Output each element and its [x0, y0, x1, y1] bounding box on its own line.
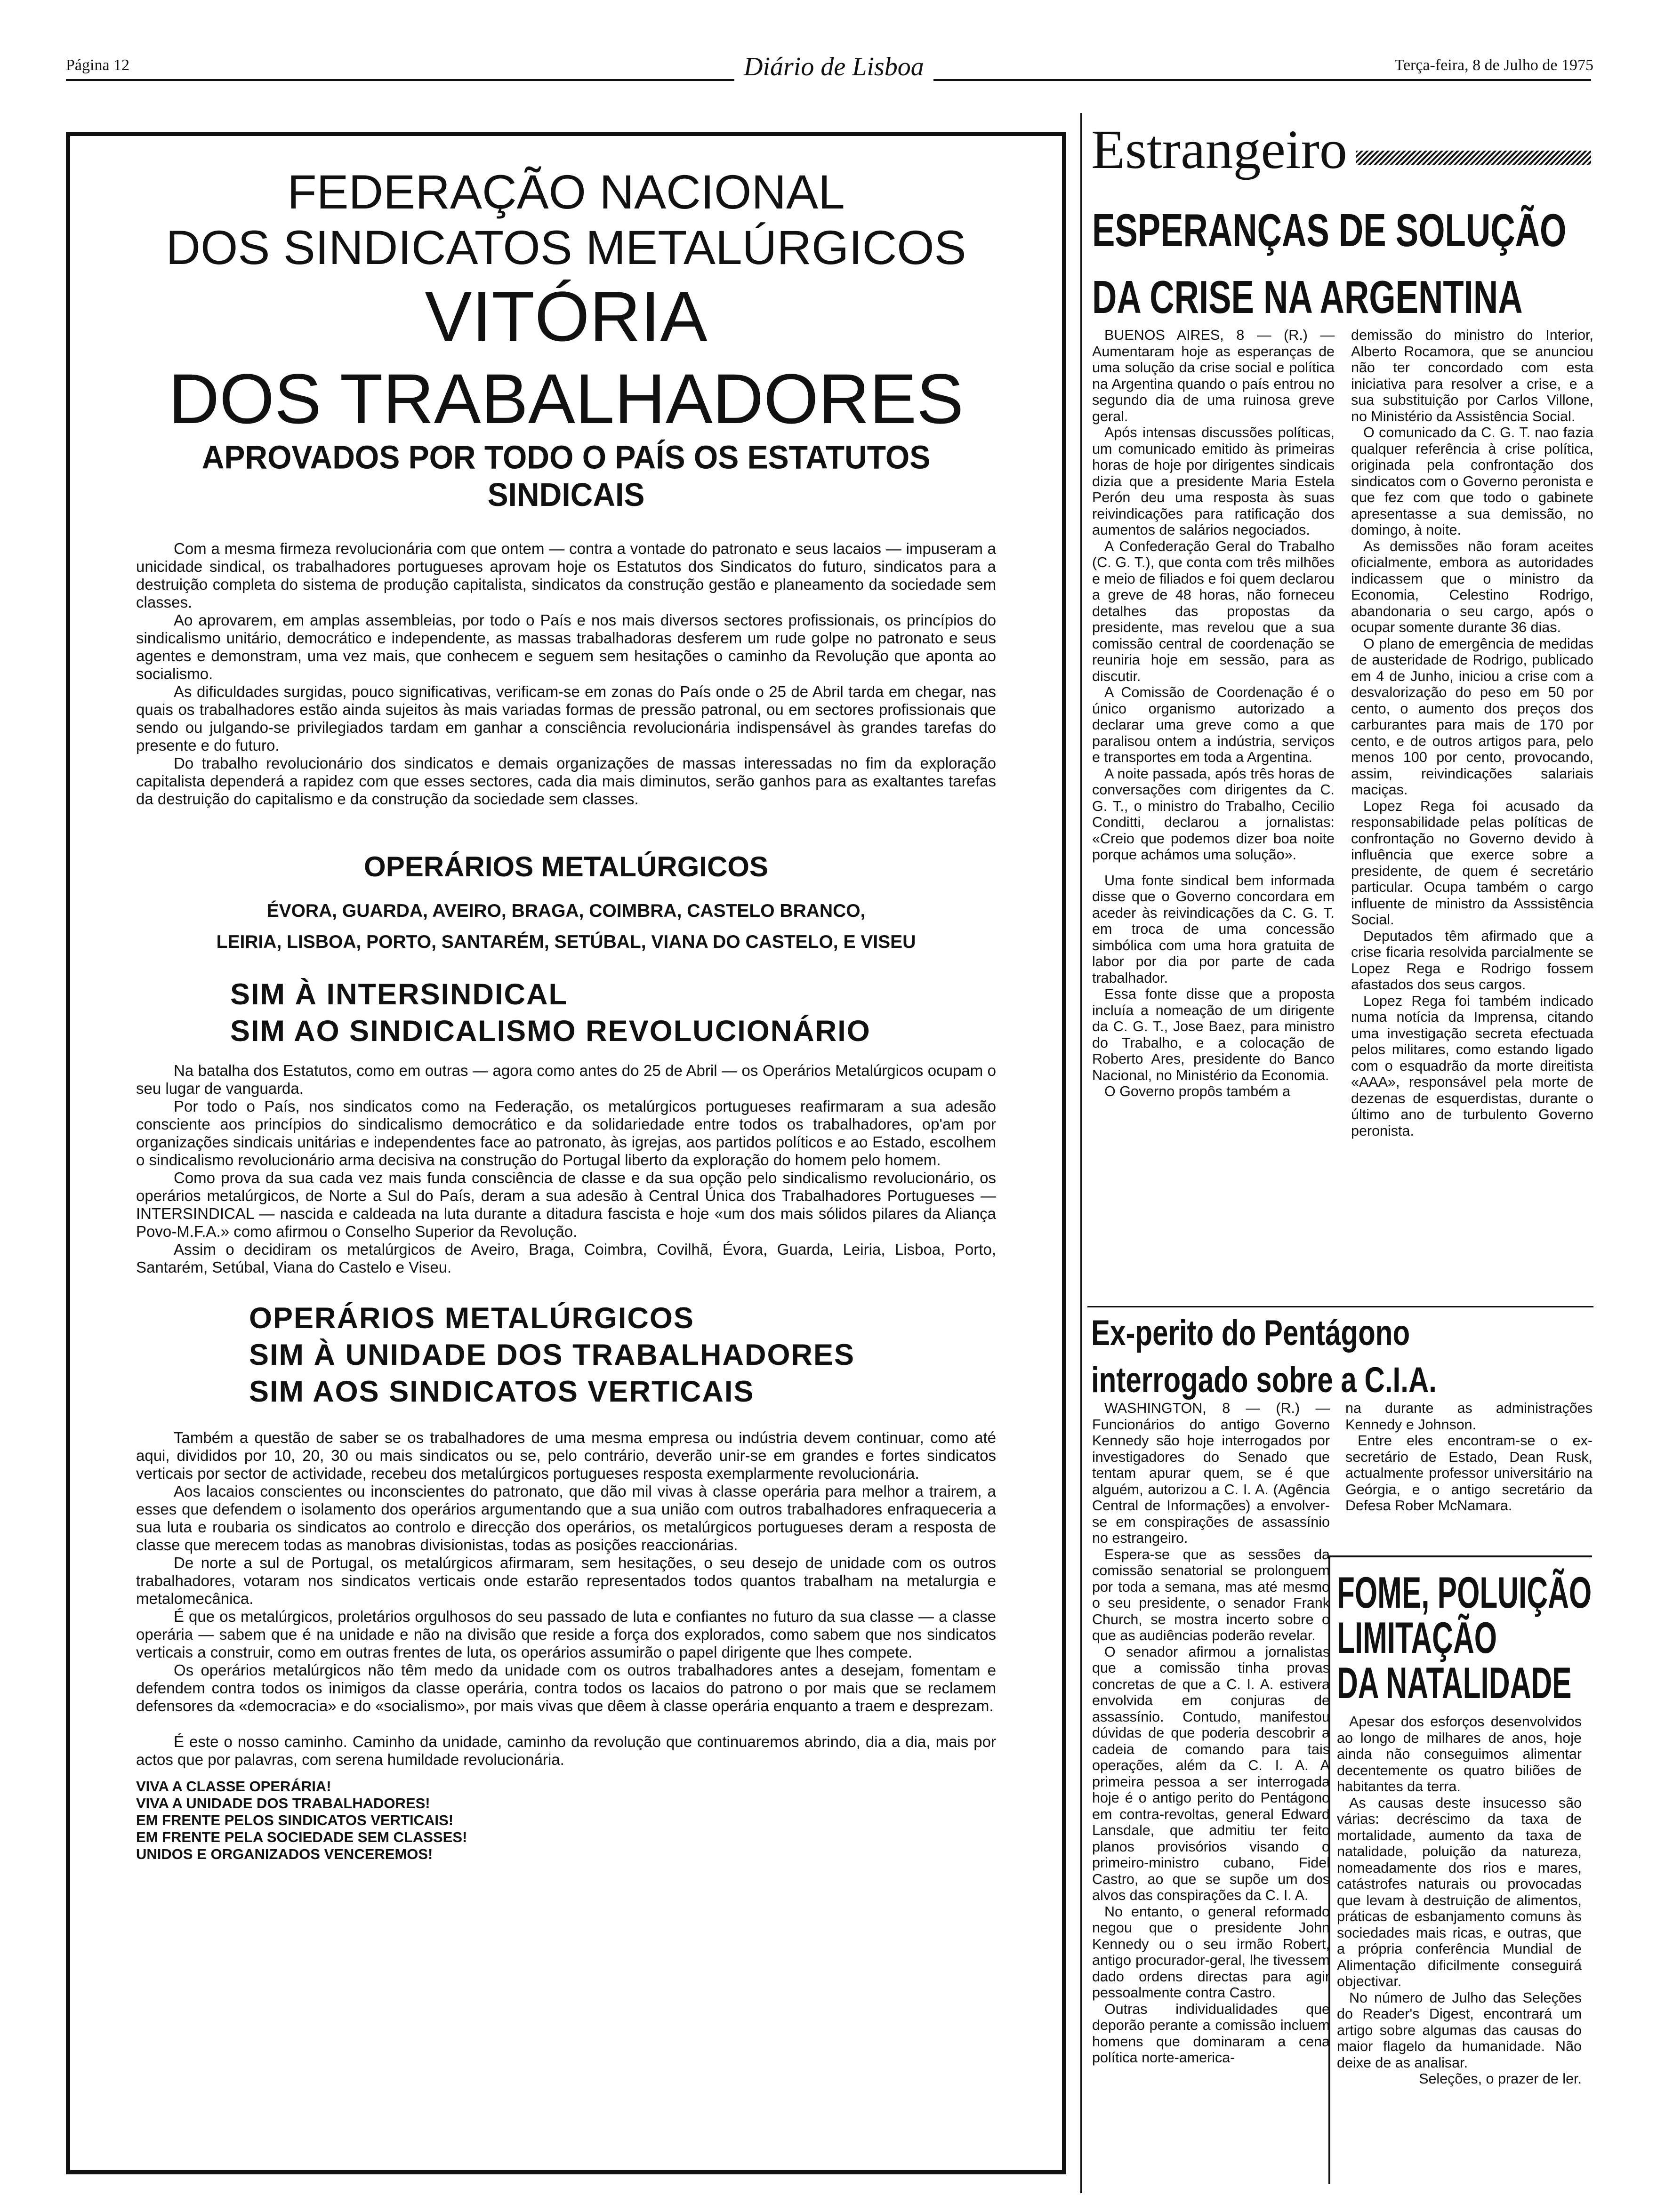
org-name-line2: DOS SINDICATOS METALÚRGICOS — [166, 221, 966, 274]
ad-intro — [136, 540, 996, 808]
paragraph: Espera-se que as sessões da comissão senatorial se prolonguem por toda a semana, mas até mesmo o seu presidente, o senador Frank Church, se mostra incerto sobre o que as audiências poderão revelar. — [1092, 1546, 1330, 1643]
section3-heading-line3: SIM AOS SINDICATOS VERTICAIS — [249, 1375, 755, 1408]
section2-heading-line1: SIM À INTERSINDICAL — [230, 978, 568, 1011]
pentagon-col2 — [1345, 1400, 1593, 1514]
slogan: UNIDOS E ORGANIZADOS VENCEREMOS! — [136, 1846, 433, 1862]
argentina-headline-line2: DA CRISE NA ARGENTINA — [1092, 271, 1523, 323]
slogans — [136, 1778, 996, 1863]
argentina-headline — [1092, 204, 1591, 323]
pentagon-col1 — [1092, 1400, 1330, 2066]
argentina-col2 — [1351, 327, 1593, 1139]
paragraph: As causas deste insucesso são várias: decréscimo da taxa de mortalidade, aumento da taxa de natalidade, poluição da natureza, nomeadamente dos rios e mares, catástrofes naturais ou provocadas que levam à destruição de alimentos, práticas de esbanjamento comuns às sociedades mais ricas, e outras, que a própria conferência Mundial de Alimentação dificilmente conseguirá objectivar. — [1337, 1795, 1582, 1989]
argentina-headline-line1: ESPERANÇAS DE SOLUÇÃO — [1092, 204, 1567, 256]
paragraph: na durante as administrações Kennedy e Johnson. — [1345, 1400, 1593, 1433]
section3-heading-line1: OPERÁRIOS METALÚRGICOS — [249, 1302, 694, 1335]
paragraph: Uma fonte sindical bem informada disse que o Governo concordara em aceder às reivindicações da C. G. T. em troca de uma concessão simbólica com uma hora gratuita de labor por dia por parte de cada trabalhador. — [1092, 872, 1335, 986]
paragraph: Os operários metalúrgicos não têm medo da unidade com os outros trabalhadores antes a desejam, fomentam e defendem contra todos os inimigos da classe operária, contra todos os lacaios do patrono o por mais que se reclamem defensores da «democracia» e do «socialismo», por mais vivas que dêem à classe operária enquanto a traem e desprezam. — [136, 1661, 996, 1715]
newspaper-name: Diário de Lisboa — [734, 52, 933, 82]
paragraph: No entanto, o general reformado negou que o presidente John Kennedy ou o seu irmão Robert, antigo procurador-geral, lhe tivessem dado ordens directas para agir pessoalmente contra Castro. — [1092, 1903, 1330, 2001]
paragraph: O plano de emergência de medidas de austeridade de Rodrigo, publicado em 4 de Junho, iniciou a crise com a desvalorização do peso em 50 por cento, o aumento dos preços dos carburantes para mais de 170 por cento, e de outros artigos para, pelo menos 100 por cento, provocando, assim, reivindicações salariais maciças. — [1351, 635, 1593, 798]
paragraph: WASHINGTON, 8 — (R.) — Funcionários do antigo Governo Kennedy são hoje interrogados por investigadores do Senado que tentam apurar quem, se é que alguém, autorizou a C. I. A. (Agência Central de Informações) a envolver-se em conspirações de assassínio no estrangeiro. — [1092, 1400, 1330, 1546]
ad-subtitle: APROVADOS POR TODO O PAÍS OS ESTATUTOS SINDICAIS — [201, 439, 931, 513]
paragraph: Lopez Rega foi também indicado numa notícia da Imprensa, citando uma investigação secreta efectuada pelos militares, como estando ligado com o esquadrão da morte direitista «AAA», responsável pela morte de dezenas de esquerdistas, durante o último ano de turbulento Governo peronista. — [1351, 993, 1593, 1139]
paragraph: Entre eles encontram-se o ex-secretário de Estado, Dean Rusk, actualmente professor universitário na Geórgia, e o antigo secretário da Defesa Rober McNamara. — [1345, 1433, 1593, 1514]
cities-line1: ÉVORA, GUARDA, AVEIRO, BRAGA, COIMBRA, CASTELO BRANCO, — [266, 901, 866, 921]
pentagon-headline-line1: Ex-perito do Pentágono — [1091, 1313, 1410, 1353]
ad-title-line2: DOS TRABALHADORES — [168, 359, 964, 438]
slogan: EM FRENTE PELA SOCIEDADE SEM CLASSES! — [136, 1829, 467, 1845]
argentina-col1 — [1092, 327, 1335, 1100]
paragraph: Aos lacaios conscientes ou inconscientes do patronato, que dão mil vivas à classe operária para melhor a trairem, a esses que defendem o isolamento dos operários argumentando que a sua união com outros trabalhadores enfraqueceria a sua luta e roubaria os sindicatos ao controlo e direcção dos operários, os metalúrgicos portugueses deram a resposta de classe que merecem todas as manobras divisionistas, todas as posições reaccionárias. — [136, 1483, 996, 1554]
fome-body — [1337, 1714, 1582, 2087]
column-rule — [1080, 113, 1082, 2193]
paragraph: O comunicado da C. G. T. nao fazia qualquer referência à crise política, originada pela confrontação dos sindicatos com o Governo peronista e que fez com que todo o gabinete apresentasse a sua demissão, no domingo, à noite. — [1351, 425, 1593, 538]
paragraph: A noite passada, após três horas de conversações com dirigentes da C. G. T., o ministro do Trabalho, Cecilio Conditti, declarou a jornalistas: «Creio que podemos dizer boa noite porque achámos uma solução». — [1092, 765, 1335, 863]
slogan: VIVA A UNIDADE DOS TRABALHADORES! — [136, 1795, 430, 1811]
federation-advertisement — [66, 132, 1066, 2174]
fome-headline-line2: LIMITAÇÃO — [1337, 1613, 1497, 1662]
section1-heading: OPERÁRIOS METALÚRGICOS — [364, 851, 768, 882]
readers-digest-box — [1328, 1555, 1592, 2184]
paragraph: É este o nosso caminho. Caminho da unidade, caminho da revolução que continuaremos abrindo, dia a dia, mais por actos que por palavras, com serena humildade revolucionária. — [136, 1733, 996, 1768]
paragraph: Do trabalho revolucionário dos sindicatos e demais organizações de massas interessadas no fim da exploração capitalista dependerá a rapidez com que esses sectores, cada dia mais diminutos, serão ganhos para as exaltantes tarefas da destruição do capitalismo e da construção da sociedade sem classes. — [136, 754, 996, 808]
paragraph: Como prova da sua cada vez mais funda consciência de classe e da sua opção pelo sindicalismo revolucionário, os operários metalúrgicos, de Norte a Sul do País, deram a sua adesão à Central Única dos Trabalhadores Portugueses — INTERSINDICAL — nascida e caldeada na luta durante a ditadura fascista e hoje «um dos mais sólidos pilares da Aliança Povo-M.F.A.» como afirmou o Conselho Superior da Revolução. — [136, 1169, 996, 1240]
paragraph: Após intensas discussões políticas, um comunicado emitido às primeiras horas de hoje por dirigentes sindicais dizia que a presidente Maria Estela Perón deu uma resposta às suas reivindicações para ratificação dos aumentos de salários negociados. — [1092, 425, 1335, 538]
paragraph: BUENOS AIRES, 8 — (R.) — Aumentaram hoje as esperanças de uma solução da crise social e política na Argentina quando o país entrou no segundo dia de uma ruinosa greve geral. — [1092, 327, 1335, 425]
slogan: EM FRENTE PELOS SINDICATOS VERTICAIS! — [136, 1812, 454, 1828]
article-divider — [1087, 1306, 1593, 1307]
paragraph: demissão do ministro do Interior, Alberto Rocamora, que se anunciou não ter concordado com esta iniciativa para resolver a crise, e a sua substituição por Carlos Villone, no Ministério da Assistência Social. — [1351, 327, 1593, 425]
fome-headline-line3: DA NATALIDADE — [1337, 1658, 1572, 1707]
section2-heading-line2: SIM AO SINDICALISMO REVOLUCIONÁRIO — [230, 1015, 871, 1048]
pentagon-headline-line2: interrogado sobre a C.I.A. — [1091, 1360, 1437, 1400]
paragraph: Apesar dos esforços desenvolvidos ao longo de milhares de anos, hoje ainda não conseguimos alimentar decentemente os quatro biliões de habitantes da terra. — [1337, 1714, 1582, 1795]
paragraph: O senador afirmou a jornalistas que a comissão tinha provas concretas de que a C. I. A. estivera envolvida em conjuras de assassínio. Contudo, manifestou dúvidas de que poderia descobrir a cadeia de comando para tais operações, além da C. I. A. A primeira pessoa a ser interrogada hoje é o antigo perito do Pentágono em contra-revoltas, general Edward Lansdale, que admitiu ter feito planos provisórios visando o primeiro-ministro cubano, Fidel Castro, ao que se supõe um dos alvos das conspirações da C. I. A. — [1092, 1643, 1330, 1903]
fome-headline-line1: FOME, POLUIÇÃO — [1337, 1568, 1592, 1617]
closing-line: Seleções, o prazer de ler. — [1419, 2071, 1582, 2087]
section3-heading — [136, 1300, 996, 1410]
org-name-line1: FEDERAÇÃO NACIONAL — [287, 165, 845, 219]
paragraph: De norte a sul de Portugal, os metalúrgicos afirmaram, sem hesitações, o seu desejo de unidade com os outros trabalhadores, votaram nos sindicatos verticais onde estarão representados todos quantos trabalham na metalurgia e metalomecânica. — [136, 1554, 996, 1607]
paragraph: Deputados têm afirmado que a crise ficaria resolvida parcialmente se Lopez Rega e Rodrigo fossem afastados dos seus cargos. — [1351, 928, 1593, 993]
paragraph: As dificuldades surgidas, pouco significativas, verificam-se em zonas do País onde o 25 de Abril tarda em chegar, nas quais os trabalhadores estão ainda sujeitos às mais variadas formas de pressão patronal, ou em sectores profissionais que sendo ou julgando-se privilegiados tardam em ganhar a consciência revolucionária indispensável às grandes tarefas do presente e do futuro. — [136, 683, 996, 754]
pentagon-headline — [1091, 1315, 1590, 1398]
paragraph: Por todo o País, nos sindicatos como na Federação, os metalúrgicos portugueses reafirmaram a sua adesão consciente aos princípios do sindicalismo democrático e da solidariedade entre todos os trabalhadores, op'am por organizações sindicais unitárias e independentes face ao patronato, às igrejas, aos partidos políticos e ao Estado, escolhem o sindicalismo revolucionário arma decisiva na construção do Portugal liberto da exploração do homem pelo homem. — [136, 1098, 996, 1169]
paragraph: Também a questão de saber se os trabalhadores de uma mesma empresa ou indústria devem continuar, como até aqui, divididos por 10, 20, 30 ou mais sindicatos ou se, pelo contrário, deverão unir-se em grandes e fortes sindicatos verticais por sector de actividade, recebeu dos metalúrgicos portugueses resposta exemplarmente revolucionária. — [136, 1429, 996, 1482]
slogan: VIVA A CLASSE OPERÁRIA! — [136, 1778, 331, 1795]
paragraph: Assim o decidiram os metalúrgicos de Aveiro, Braga, Coimbra, Covilhã, Évora, Guarda, Leiria, Lisboa, Porto, Santarém, Setúbal, Viana do Castelo e Viseu. — [136, 1241, 996, 1276]
issue-date: Terça-feira, 8 de Julho de 1975 — [1394, 56, 1593, 74]
paragraph: Essa fonte disse que a proposta incluía a nomeação de um dirigente da C. G. T., Jose Baez, para ministro do Trabalho, e a colocação de Roberto Ares, presidente do Banco Nacional, no Ministério da Economia. — [1092, 986, 1335, 1083]
paragraph: Com a mesma firmeza revolucionária com que ontem — contra a vontade do patronato e seus lacaios — impuseram a unicidade sindical, os trabalhadores portugueses aprovam hoje os Estatutos dos Sindicatos do futuro, sindicatos para a destruição completa do sistema de produção capitalista, sindicatos da construção gestão e planeamento da sociedade sem classes. — [136, 540, 996, 611]
paragraph: É que os metalúrgicos, proletários orgulhosos do seu passado de luta e confiantes no futuro da sua classe — a classe operária — sabem que é na unidade e não na divisão que reside a força dos explorados, como sabem que nos sindicatos verticais a construir, como em outras frentes de luta, os operários assumirão o papel dirigente que lhes compete. — [136, 1608, 996, 1661]
section3-body — [136, 1429, 996, 1769]
ad-title-line1: VITÓRIA — [425, 277, 708, 356]
paragraph: Ao aprovarem, em amplas assembleias, por todo o País e nos mais diversos sectores profissionais, os princípios do sindicalismo unitário, democrático e independente, as massas trabalhadoras desferem um rude golpe no patronato e seus agentes e demonstram, uma vez mais, que conhecem e seguem sem hesitações o caminho da Revolução que aponta ao socialismo. — [136, 611, 996, 682]
section3-heading-line2: SIM À UNIDADE DOS TRABALHADORES — [249, 1338, 855, 1371]
paragraph: Outras individualidades que deporão perante a comissão incluem homens que dominaram a cena política norte-america- — [1092, 2001, 1330, 2066]
section-title-hatch — [1356, 151, 1591, 165]
section2-heading — [136, 976, 996, 1050]
cities-line2: LEIRIA, LISBOA, PORTO, SANTARÉM, SETÚBAL, VIANA DO CASTELO, E VISEU — [216, 932, 916, 952]
paragraph: No número de Julho das Seleções do Reader's Digest, encontrará um artigo sobre algumas das causas do maior flagelo da humanidade. Não deixe de as analisar. — [1337, 1989, 1582, 2071]
paragraph: Lopez Rega foi acusado da responsabilidade pelas políticas de confrontação no Governo devido à influência que exerce sobre a presidente, de quem é secretário particular. Ocupa também o cargo influente de ministro da Asssistência Social. — [1351, 798, 1593, 928]
page-number: Página 12 — [66, 56, 130, 74]
paragraph: A Comissão de Coordenação é o único organismo autorizado a declarar uma greve como a que paralisou ontem a indústria, serviços e transportes em toda a Argentina. — [1092, 684, 1335, 765]
paragraph: O Governo propôs também a — [1104, 1083, 1290, 1099]
paragraph: Na batalha dos Estatutos, como em outras — agora como antes do 25 de Abril — os Operários Metalúrgicos ocupam o seu lugar de vanguarda. — [136, 1062, 996, 1097]
section2-body — [136, 1062, 996, 1276]
section-title: Estrangeiro — [1091, 119, 1347, 180]
paragraph: As demissões não foram aceites oficialmente, embora as autoridades indicassem que o ministro da Economia, Celestino Rodrigo, abandonaria o seu cargo, após o ocupar somente durante 36 dias. — [1351, 538, 1593, 635]
paragraph: A Confederação Geral do Trabalho (C. G. T.), que conta com três milhões e meio de filiados e foi quem declarou a greve de 48 horas, não forneceu detalhes das propostas da presidente, mas revelou que a sua comissão central de coordenação se reuniria hoje em sessão, para as discutir. — [1092, 538, 1335, 684]
